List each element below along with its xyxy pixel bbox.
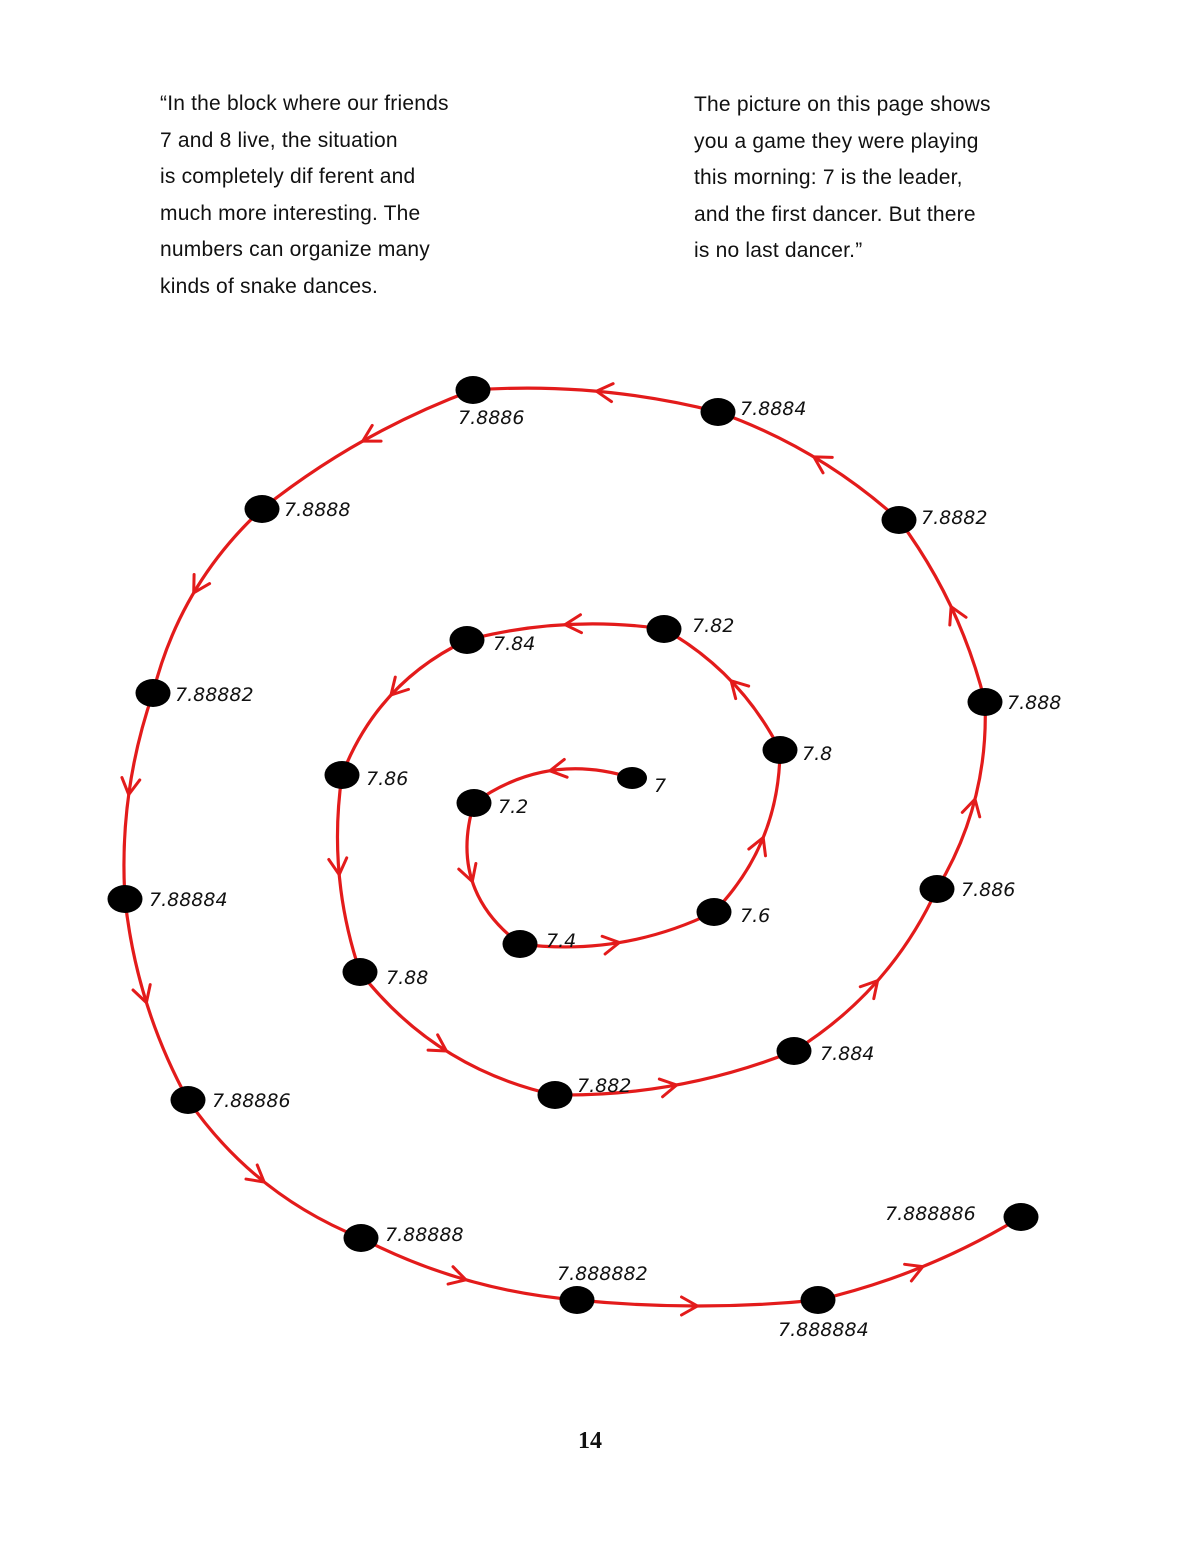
right-line: and the first dancer. But there <box>694 202 976 226</box>
right-line: this morning: 7 is the leader, <box>694 166 963 190</box>
dancer-label: 7.86 <box>366 768 409 790</box>
dancer-dot <box>763 736 798 764</box>
dancer-label: 7.888884 <box>778 1319 869 1341</box>
dancer-dot <box>920 875 955 903</box>
dancer-dots <box>108 376 1039 1314</box>
dancer-label: 7.88886 <box>212 1090 291 1112</box>
dancer-dot <box>136 679 171 707</box>
dancer-label: 7.8888 <box>284 499 351 521</box>
dancer-dot <box>171 1086 206 1114</box>
dancer-dot <box>801 1286 836 1314</box>
left-line: “In the block where our friends <box>160 92 449 115</box>
dancer-label: 7.4 <box>546 930 577 952</box>
dancer-label: 7.8882 <box>921 507 988 529</box>
dancer-label: 7.8886 <box>458 407 525 429</box>
dancer-dot <box>882 506 917 534</box>
dancer-dot <box>1004 1203 1039 1231</box>
right-line: The picture on this page shows <box>694 93 991 116</box>
dancer-label: 7.886 <box>961 879 1016 901</box>
dancer-dot <box>108 885 143 913</box>
dancer-dot <box>968 688 1003 716</box>
left-line: kinds of snake dances. <box>160 274 379 298</box>
dancer-dot <box>701 398 736 426</box>
dancer-label: 7.888882 <box>557 1263 648 1285</box>
dancer-dot <box>344 1224 379 1252</box>
dancer-label: 7.82 <box>692 615 735 637</box>
dancer-label: 7.8 <box>802 743 833 765</box>
dancer-dot <box>777 1037 812 1065</box>
dancer-label: 7.88884 <box>149 889 228 911</box>
dancer-dot <box>538 1081 573 1109</box>
dancer-dot <box>325 761 360 789</box>
dancer-dot <box>560 1286 595 1314</box>
dancer-label: 7.6 <box>740 905 771 927</box>
dancer-dot <box>457 789 492 817</box>
dancer-label: 7.888 <box>1007 692 1062 714</box>
dancer-label: 7.888886 <box>885 1203 976 1225</box>
dancer-dot <box>450 626 485 654</box>
right-line: is no last dancer.” <box>694 239 863 263</box>
left-line: is completely dif ferent and <box>160 165 416 189</box>
dancer-label: 7.88 <box>386 967 429 989</box>
left-line: numbers can organize many <box>160 238 430 262</box>
dancer-label: 7.84 <box>493 633 536 655</box>
dancer-dot <box>647 615 682 643</box>
dancer-dot <box>245 495 280 523</box>
dancer-label: 7.88882 <box>175 684 254 706</box>
dancer-label: 7.884 <box>820 1043 875 1065</box>
right-line: you a game they were playing <box>694 129 979 153</box>
dancer-label: 7.2 <box>498 796 529 818</box>
dancer-dot <box>456 376 491 404</box>
left-line: 7 and 8 live, the situation <box>160 128 398 152</box>
dancer-dot <box>617 767 647 789</box>
dancer-label: 7 <box>654 775 667 797</box>
page-number: 14 <box>578 1428 602 1454</box>
dancer-label: 7.8884 <box>740 398 807 420</box>
dancer-label: 7.88888 <box>385 1224 464 1246</box>
dancer-dot <box>343 958 378 986</box>
dancer-dot <box>503 930 538 958</box>
dancer-label: 7.882 <box>577 1075 632 1097</box>
dancer-dot <box>697 898 732 926</box>
left-line: much more interesting. The <box>160 201 421 225</box>
